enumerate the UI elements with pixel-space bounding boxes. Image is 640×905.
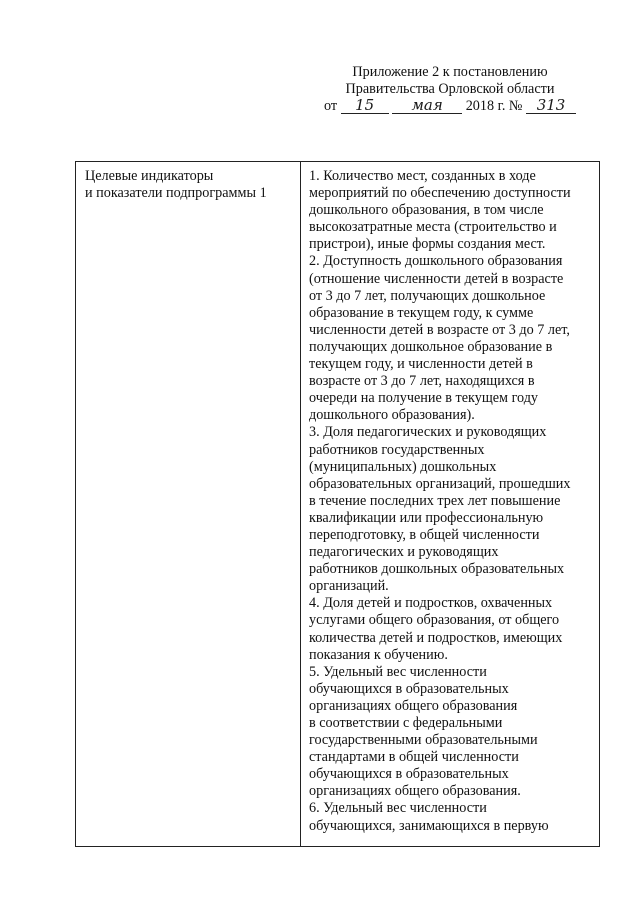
left-cell-label: Целевые индикаторы и показатели подпрограммы 1 <box>85 168 267 201</box>
year-number-label: 2018 г. № <box>465 98 523 114</box>
handwritten-month: мая <box>392 98 462 114</box>
decree-date-line <box>300 98 600 115</box>
from-label: от <box>323 98 338 114</box>
appendix-title: Приложение 2 к постановлению <box>352 64 548 80</box>
indicator-item-4: 4. Доля детей и подростков, охваченных услугами общего образования, от общего количества детей и подростков, имеющих показания к обучению. <box>309 595 563 663</box>
indicator-item-1: 1. Количество мест, созданных в ходе мероприятий по обеспечению доступности дошкольного образования, в том числе высокозатратные места (строительство и пристрои), иные формы создания мест. <box>309 168 571 253</box>
table-left-cell <box>85 168 297 202</box>
indicators-table <box>75 161 600 847</box>
indicator-item-5: 5. Удельный вес численности обучающихся в образовательных организациях общего образования в соответствии с федеральными государственными образовательными стандартами в общей численности обучающихся в образовательных организациях общего образования. <box>309 663 538 800</box>
handwritten-decree-number: 313 <box>526 98 576 114</box>
handwritten-day: 15 <box>341 98 389 114</box>
column-divider <box>300 162 301 846</box>
document-header <box>300 64 600 115</box>
indicator-item-6: 6. Удельный вес численности обучающихся, занимающихся в первую <box>309 800 549 834</box>
government-name: Правительства Орловской области <box>345 81 555 97</box>
indicator-item-3: 3. Доля педагогических и руководящих работников государственных (муниципальных) дошкольных образовательных организаций, прошедших в течение последних трех лет повышение квалификации или профессиональную переподготовку, в общей численности педагогических и руководящих работников дошкольных образовательных организаций. <box>309 424 571 595</box>
table-right-cell <box>309 168 594 835</box>
indicator-item-2: 2. Доступность дошкольного образования (отношение численности детей в возрасте от 3 до 7 лет, получающих дошкольное образование в текущем году, к сумме численности детей в возрасте от 3 до 7 лет, получающих дошкольное образование в текущем году, и численности детей в возрасте от 3 до 7 лет, находящихся в очереди на получение в текущем году дошкольного образования). <box>309 253 570 424</box>
